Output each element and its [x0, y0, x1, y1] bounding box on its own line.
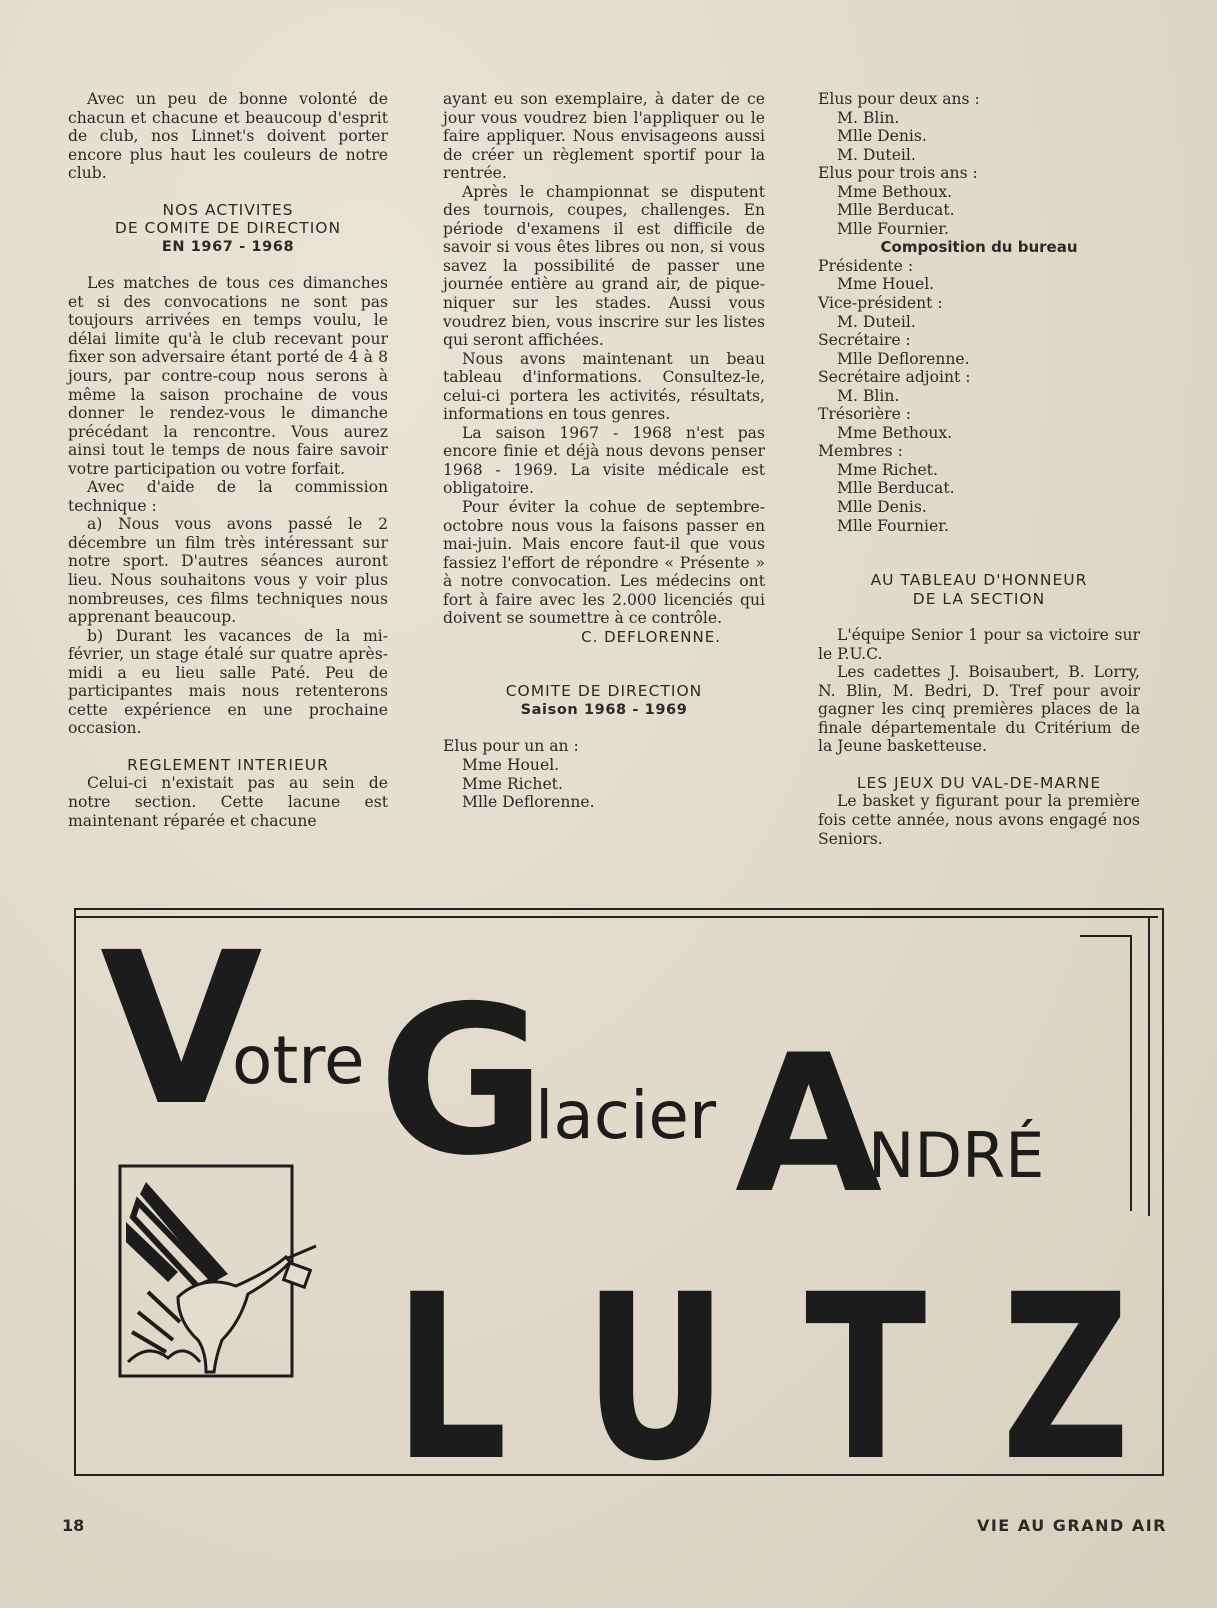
ad-letter-a: A [735, 1014, 883, 1235]
list-label: Membres : [818, 442, 903, 461]
ad-frame-line [1130, 935, 1132, 1211]
ad-letter-l: L [393, 1245, 508, 1512]
ad-letter-u: U [583, 1245, 728, 1512]
section-heading: LES JEUX DU VAL-DE-MARNE [856, 773, 1102, 792]
paragraph: ayant eu son exemplaire, à dater de ce jour vous voudrez bien l'appliquer ou le faire appliquer. Nous envisageons aussi de créer un règlement sportif pour la rentrée. [443, 90, 765, 183]
list-item: Mlle Deflorenne. [837, 349, 970, 368]
list-item: Mlle Fournier. [837, 516, 949, 535]
ad-letter-v: V [100, 907, 259, 1152]
paragraph: Celui-ci n'existait pas au sein de notre section. Cette lacune est maintenant réparée et chacune [68, 774, 388, 830]
elected-list [443, 737, 765, 811]
paragraph: Après le championnat se disputent des tournois, coupes, challenges. En période d'examens il est difficile de savoir si vous êtes libres ou non, si vous savez la possibilité de passer une journée entière au grand air, de pique-niquer sur les stades. Aussi vous voudrez bien, vous inscrire sur les listes qui seront affichées. [443, 182, 765, 350]
paragraph: L'équipe Senior 1 pour sa victoire sur le P.U.C. [818, 626, 1140, 663]
section-heading: NOS ACTIVITES [162, 200, 294, 219]
list-item: Mlle Deflorenne. [462, 793, 595, 812]
section-heading: DE LA SECTION [912, 589, 1046, 608]
paragraph: Avec d'aide de la commission technique : [68, 478, 388, 515]
list-item: Mlle Berducat. [837, 479, 955, 498]
signature: C. DEFLORENNE. [581, 627, 721, 646]
ad-word-lacier: lacier [535, 1077, 717, 1154]
magazine-name: VIE AU GRAND AIR [976, 1516, 1167, 1535]
paragraph: Le basket y figurant pour la première fois cette année, nous avons engagé nos Seniors. [818, 792, 1140, 848]
list-label: Trésorière : [818, 405, 912, 424]
list-item: M. Duteil. [837, 312, 916, 331]
paragraph: Avec un peu de bonne volonté de chacun et chacune et beaucoup d'esprit de club, nos Linnet's doivent porter encore plus haut les couleurs de notre club. [68, 90, 388, 183]
column-1 [68, 90, 388, 830]
board-list [818, 90, 1140, 535]
list-item: M. Blin. [837, 386, 900, 405]
list-item: M. Duteil. [837, 145, 916, 164]
list-label: Elus pour trois ans : [818, 164, 978, 183]
ad-frame-line [1080, 935, 1132, 937]
paragraph: b) Durant les vacances de la mi-février, un stage étalé sur quatre après-midi a eu lieu salle Paté. Peu de participantes mais nous retenterons cette expérience en une prochaine occasion. [68, 626, 388, 738]
section-heading: DE COMITE DE DIRECTION [114, 219, 342, 238]
section-heading: REGLEMENT INTERIEUR [127, 755, 329, 774]
list-item: Mme Bethoux. [837, 423, 953, 442]
list-item: Mme Richet. [462, 774, 563, 793]
list-item: Mme Houel. [837, 275, 935, 294]
column-3 [818, 90, 1140, 848]
list-item: Mlle Berducat. [837, 201, 955, 220]
section-heading: AU TABLEAU D'HONNEUR [870, 571, 1088, 590]
ad-letter-g: G [378, 963, 547, 1201]
list-item: M. Blin. [837, 108, 900, 127]
section-heading: COMITE DE DIRECTION [505, 682, 703, 701]
list-label: Secrétaire : [818, 331, 911, 350]
list-item: Mme Bethoux. [837, 182, 953, 201]
paragraph: Les cadettes J. Boisaubert, B. Lorry, N. Blin, M. Bedri, D. Tref pour avoir gagner les cinq premières places de la finale départementale du Critérium de la Jeune basketteuse. [818, 663, 1140, 756]
bureau-heading: Composition du bureau [880, 238, 1078, 257]
column-2 [443, 90, 765, 812]
ad-letter-z: Z [1000, 1245, 1130, 1512]
paragraph: Pour éviter la cohue de septembre-octobre nous vous la faisons passer en mai-juin. Mais encore faut-il que vous fassiez l'effort de répondre « Présente » à notre convocation. Les médecins ont fort à faire avec les 2.000 licenciés qui doivent se soumettre à ce contrôle. [443, 498, 765, 628]
list-label: Elus pour deux ans : [818, 90, 980, 108]
list-item: Mlle Denis. [837, 127, 927, 146]
list-label: Vice-président : [818, 294, 943, 313]
list-label: Elus pour un an : [443, 737, 579, 756]
ad-word-ndre: NDRÉ [868, 1119, 1045, 1192]
paragraph: a) Nous vous avons passé le 2 décembre un film très intéressant sur notre sport. D'autres séances auront lieu. Nous souhaitons vous y voir plus nombreuses, ces films techniques nous apprenant beaucoup. [68, 515, 388, 627]
bird-logo-icon [118, 1162, 318, 1382]
list-item: Mlle Fournier. [837, 219, 949, 238]
list-label: Secrétaire adjoint : [818, 368, 971, 387]
section-heading: EN 1967 - 1968 [161, 238, 295, 255]
list-item: Mlle Denis. [837, 498, 927, 517]
page-number: 18 [62, 1516, 85, 1535]
ad-lutz [378, 1245, 1148, 1512]
paragraph: Nous avons maintenant un beau tableau d'informations. Consultez-le, celui-ci portera les activités, résultats, informations en tous genres. [443, 349, 765, 424]
ad-letter-t: T [804, 1245, 926, 1512]
list-item: Mme Richet. [837, 460, 938, 479]
list-label: Présidente : [818, 256, 914, 275]
paragraph: Les matches de tous ces dimanches et si des convocations ne sont pas toujours arrivées en temps voulu, le délai limite qu'à le club recevant pour fixer son adversaire étant porté de 4 à 8 jours, par contre-coup nous serons à même la saison prochaine de vous donner le rendez-vous le dimanche précédant la rencontre. Vous aurez ainsi tout le temps de nous faire savoir votre participation ou votre forfait. [68, 274, 388, 478]
paragraph: La saison 1967 - 1968 n'est pas encore finie et déjà nous devons penser 1968 - 1969. La visite médicale est obligatoire. [443, 423, 765, 498]
ad-frame-line [1148, 916, 1150, 1216]
list-item: Mme Houel. [462, 755, 560, 774]
section-heading: Saison 1968 - 1969 [520, 701, 688, 718]
ad-word-otre: otre [232, 1022, 365, 1099]
